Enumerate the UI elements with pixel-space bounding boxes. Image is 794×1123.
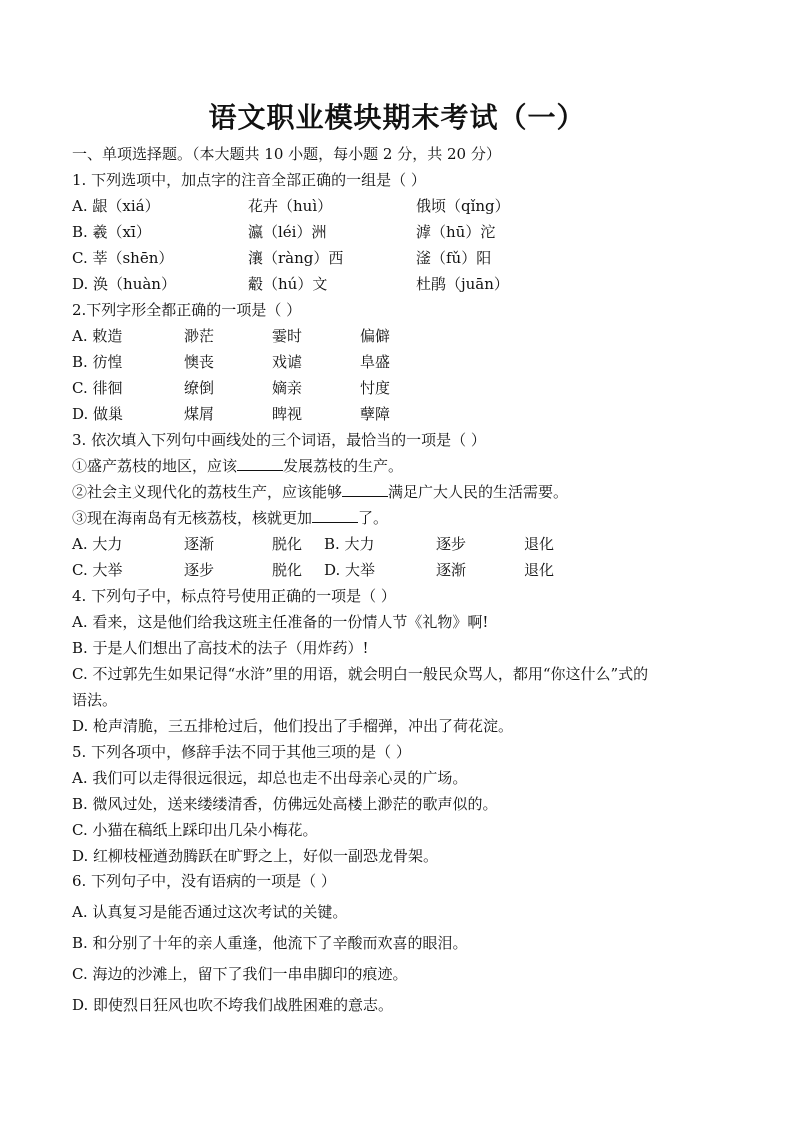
option-cell: B. 羲（xī） (72, 223, 151, 241)
option-c-continued: 语法。 (72, 691, 118, 709)
question-4-stem: 4. 下列句子中，标点符号使用正确的一项是（ ） (72, 587, 396, 605)
sentence-text: 满足广大人民的生活需要。 (388, 483, 569, 501)
option-cell: 逐步 (436, 535, 467, 553)
option-cell: A. 敕造 (72, 327, 123, 345)
option-cell: 瀛（léi）洲 (248, 223, 327, 241)
option-cell: 懊丧 (184, 353, 215, 371)
question-3-sentence-3 (72, 508, 388, 528)
option-d: D. 红柳枝桠遒劲腾跃在旷野之上，好似一副恐龙骨架。 (72, 847, 439, 865)
option-cell: 花卉（huì） (248, 197, 333, 215)
option-d: D. 即使烈日狂风也吹不垮我们战胜困难的意志。 (72, 996, 394, 1014)
option-cell: 戏谑 (272, 353, 303, 371)
question-3-sentence-1 (72, 456, 403, 476)
option-cell: 偏僻 (360, 327, 391, 345)
option-cell: A. 大力 (72, 535, 123, 553)
option-c: C. 海边的沙滩上，留下了我们一串串脚印的痕迹。 (72, 965, 408, 983)
question-2-stem: 2.下列字形全都正确的一项是（ ） (72, 301, 302, 319)
fill-blank (312, 508, 358, 523)
option-a: A. 看来，这是他们给我这班主任准备的一份情人节《礼物》啊! (72, 613, 489, 631)
option-cell: 觳（hú）文 (248, 275, 328, 293)
option-cell: B. 彷惶 (72, 353, 123, 371)
option-cell: D. 做巢 (72, 405, 124, 423)
sentence-text: ①盛产荔枝的地区，应该 (72, 457, 238, 475)
option-cell: B. 大力 (324, 535, 375, 553)
option-cell: 嫡亲 (272, 379, 303, 397)
option-cell: 霎时 (272, 327, 303, 345)
option-cell: 滹（hū）沱 (416, 223, 496, 241)
option-cell: 杜鹃（juān） (416, 275, 509, 293)
option-cell: 瀼（ràng）西 (248, 249, 344, 267)
option-cell: 阜盛 (360, 353, 391, 371)
option-a: A. 认真复习是能否通过这次考试的关键。 (72, 903, 348, 921)
option-cell: 缭倒 (184, 379, 215, 397)
sentence-text: ②社会主义现代化的荔枝生产，应该能够 (72, 483, 343, 501)
sentence-text: 发展荔枝的生产。 (283, 457, 404, 475)
option-cell: 逐渐 (436, 561, 467, 579)
option-d: D. 枪声清脆，三五排枪过后，他们投出了手榴弹，冲出了荷花淀。 (72, 717, 514, 735)
option-cell: 孽障 (360, 405, 391, 423)
question-5-stem: 5. 下列各项中，修辞手法不同于其他三项的是（ ） (72, 743, 411, 761)
option-cell: C. 徘徊 (72, 379, 123, 397)
option-cell: A. 龈（xiá） (72, 197, 160, 215)
page-title: 语文职业模块期末考试（一） (208, 101, 586, 134)
option-b: B. 和分别了十年的亲人重逢，他流下了辛酸而欢喜的眼泪。 (72, 934, 468, 952)
option-cell: 脱化 (272, 561, 303, 579)
option-c: C. 小猫在稿纸上踩印出几朵小梅花。 (72, 821, 318, 839)
option-b: B. 微风过处，送来缕缕清香，仿佛远处高楼上渺茫的歌声似的。 (72, 795, 498, 813)
option-cell: 逐步 (184, 561, 215, 579)
option-cell: 逐渐 (184, 535, 215, 553)
option-b: B. 于是人们想出了高技术的法子（用炸药）! (72, 639, 369, 657)
option-cell: 脱化 (272, 535, 303, 553)
option-cell: C. 大举 (72, 561, 123, 579)
option-cell: 退化 (524, 561, 555, 579)
option-cell: D. 大举 (324, 561, 376, 579)
sentence-text: 了。 (358, 509, 389, 527)
option-cell: C. 莘（shēn） (72, 249, 174, 267)
sentence-text: ③现在海南岛有无核荔枝，核就更加 (72, 509, 313, 527)
question-3-stem: 3. 依次填入下列句中画线处的三个词语，最恰当的一项是（ ） (72, 431, 486, 449)
question-6-stem: 6. 下列句子中，没有语病的一项是（ ） (72, 872, 336, 890)
option-cell: D. 涣（huàn） (72, 275, 176, 293)
option-cell: 滏（fǔ）阳 (416, 249, 492, 267)
option-cell: 睥视 (272, 405, 303, 423)
option-c: C. 不过郭先生如果记得“水浒”里的用语，就会明白一般民众骂人，都用“你这什么”式的 (72, 665, 649, 683)
fill-blank (237, 456, 283, 471)
question-3-sentence-2 (72, 482, 568, 502)
section-heading: 一、单项选择题。（本大题共 10 小题，每小题 2 分，共 20 分） (72, 145, 501, 163)
option-cell: 俄顷（qǐng） (416, 197, 510, 215)
option-cell: 煤屑 (184, 405, 215, 423)
fill-blank (342, 482, 388, 497)
option-cell: 退化 (524, 535, 555, 553)
option-a: A. 我们可以走得很远很远，却总也走不出母亲心灵的广场。 (72, 769, 468, 787)
option-cell: 渺茫 (184, 327, 215, 345)
question-1-stem: 1. 下列选项中，加点字的注音全部正确的一组是（ ） (72, 171, 426, 189)
option-cell: 忖度 (360, 379, 391, 397)
